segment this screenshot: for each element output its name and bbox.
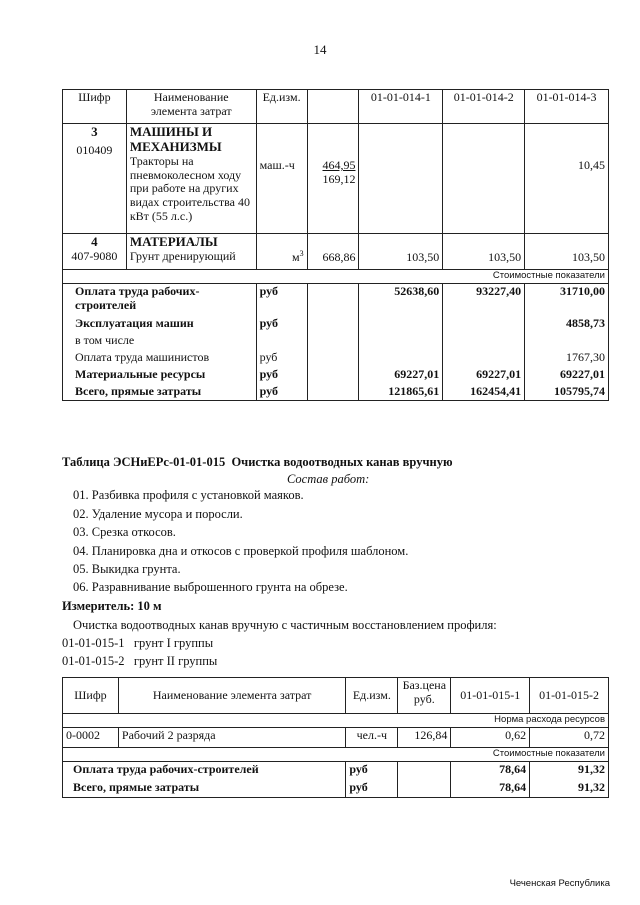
row-name: Тракторы на пневмоколесном ходу при работе на других видах строительства 40 кВт (55 л.с.)	[129, 153, 250, 224]
cost-value-2: 91,32	[530, 762, 609, 780]
header-base-price	[307, 90, 359, 124]
cost-header: Стоимостные показатели	[63, 270, 609, 284]
cost-row	[63, 350, 609, 367]
work-item: 02. Удаление мусора и поросли.	[73, 507, 243, 521]
work-item: 03. Срезка откосов.	[73, 525, 176, 539]
variant-line	[62, 654, 217, 669]
cost-value-3: 4858,73	[525, 316, 609, 333]
table-header-row	[63, 90, 609, 124]
section-number: 4	[91, 234, 98, 249]
cost-unit: руб	[256, 350, 307, 367]
cost-name: Всего, прямые затраты	[63, 780, 346, 798]
cost-name: Эксплуатация машин	[63, 316, 257, 333]
cost-row	[63, 316, 609, 333]
variant-code: 01-01-015-1	[62, 636, 125, 650]
row-code: 0-0002	[63, 728, 119, 748]
cost-value-2	[443, 350, 525, 367]
cost-value-1: 121865,61	[359, 384, 443, 401]
header-unit: Ед.изм.	[346, 678, 398, 714]
cost-value-1: 69227,01	[359, 367, 443, 384]
table-title-name: Очистка водоотводных канав вручную	[231, 455, 453, 469]
cost-row	[63, 333, 609, 350]
cost-name: Оплата труда рабочих-строителей	[63, 762, 346, 780]
cost-name: Оплата труда рабочих-строителей	[63, 284, 257, 316]
section-title: МАШИНЫ И МЕХАНИЗМЫ	[129, 124, 222, 154]
header-col-3: 01-01-014-3	[525, 90, 609, 124]
cost-value-1	[359, 316, 443, 333]
cost-name: Всего, прямые затраты	[63, 384, 257, 401]
row-value-3: 10,45	[578, 158, 605, 172]
cost-value-1: 52638,60	[359, 284, 443, 316]
cost-value-1: 78,64	[451, 762, 530, 780]
row-value-2: 103,50	[488, 250, 522, 264]
cost-value-2: 91,32	[530, 780, 609, 798]
cost-value-1	[359, 333, 443, 350]
row-name: Грунт дренирующий	[129, 248, 236, 263]
variant-label: грунт II группы	[133, 654, 218, 668]
norm-header: Норма расхода ресурсов	[63, 714, 609, 728]
variant-line	[62, 636, 213, 651]
work-item: 04. Планировка дна и откосов с проверкой профиля шаблоном.	[73, 544, 409, 558]
row-value-1: 103,50	[406, 250, 440, 264]
cost-row	[63, 762, 609, 780]
table-title	[62, 455, 453, 470]
row-value-3: 103,50	[572, 250, 605, 264]
cost-unit: руб	[256, 384, 307, 401]
resource-table-014	[62, 89, 609, 401]
table-row	[63, 728, 609, 748]
cost-header: Стоимостные показатели	[63, 748, 609, 762]
cost-value-2: 93227,40	[443, 284, 525, 316]
header-col-2: 01-01-014-2	[443, 90, 525, 124]
meter: Измеритель: 10 м	[62, 599, 162, 613]
cost-value-3: 31710,00	[525, 284, 609, 316]
cost-value-3	[525, 333, 609, 350]
cost-unit: руб	[256, 284, 307, 316]
page-number: 14	[313, 42, 327, 57]
cost-unit: руб	[346, 762, 398, 780]
header-col-1: 01-01-014-1	[359, 90, 443, 124]
cost-value-1: 78,64	[451, 780, 530, 798]
header-col-1: 01-01-015-1	[451, 678, 530, 714]
cost-unit: руб	[256, 316, 307, 333]
row-price-bottom: 169,12	[322, 171, 356, 186]
cost-name: в том числе	[63, 333, 257, 350]
cost-name: Материальные ресурсы	[63, 367, 257, 384]
table-title-code: Таблица ЭСНиЕРс-01-01-015	[62, 455, 226, 469]
row-unit-superscript: 3	[299, 249, 304, 258]
cost-row	[63, 284, 609, 316]
works-heading: Состав работ:	[287, 472, 370, 486]
row-unit: чел.-ч	[346, 728, 398, 748]
cost-value-2: 162454,41	[443, 384, 525, 401]
row-code: 010409	[76, 142, 113, 157]
cost-value-2	[443, 316, 525, 333]
header-col-2: 01-01-015-2	[530, 678, 609, 714]
table-row	[63, 234, 609, 270]
cost-unit: руб	[256, 367, 307, 384]
work-item: 05. Выкидка грунта.	[73, 562, 181, 576]
cost-header-row	[63, 270, 609, 284]
table-row	[63, 124, 609, 234]
row-name: Рабочий 2 разряда	[118, 728, 345, 748]
row-price-top: 464,95	[322, 158, 356, 172]
footer-region: Чеченская Республика	[509, 878, 610, 889]
work-item: 01. Разбивка профиля с установкой маяков.	[73, 488, 304, 502]
header-code: Шифр	[63, 90, 127, 124]
resource-table-015	[62, 677, 609, 798]
cost-row	[63, 780, 609, 798]
cost-header-row	[63, 748, 609, 762]
row-unit: м	[291, 250, 300, 264]
section-number: 3	[91, 124, 98, 139]
section-title: МАТЕРИАЛЫ	[129, 234, 218, 249]
cost-row	[63, 384, 609, 401]
header-base-price: Баз.цена руб.	[398, 678, 451, 714]
cost-value-2	[443, 333, 525, 350]
description: Очистка водоотводных канав вручную с частичным восстановлением профиля:	[73, 618, 497, 632]
header-name: Наименование элемента затрат	[126, 90, 256, 124]
row-price: 668,86	[322, 250, 356, 264]
cost-value-2: 69227,01	[443, 367, 525, 384]
row-value-1: 0,62	[451, 728, 530, 748]
cost-value-3: 69227,01	[525, 367, 609, 384]
row-code: 407-9080	[71, 248, 118, 263]
norm-header-row	[63, 714, 609, 728]
variant-label: грунт I группы	[133, 636, 214, 650]
row-price: 126,84	[398, 728, 451, 748]
header-code: Шифр	[63, 678, 119, 714]
row-value-2: 0,72	[530, 728, 609, 748]
row-unit: маш.-ч	[259, 158, 295, 172]
cost-value-3: 1767,30	[525, 350, 609, 367]
cost-value-3: 105795,74	[525, 384, 609, 401]
cost-unit: руб	[346, 780, 398, 798]
cost-row	[63, 367, 609, 384]
table-header-row	[63, 678, 609, 714]
cost-value-1	[359, 350, 443, 367]
header-name: Наименование элемента затрат	[118, 678, 345, 714]
header-unit: Ед.изм.	[256, 90, 307, 124]
cost-name: Оплата труда машинистов	[63, 350, 257, 367]
variant-code: 01-01-015-2	[62, 654, 125, 668]
work-item: 06. Разравнивание выброшенного грунта на обрезе.	[73, 580, 348, 594]
cost-unit	[256, 333, 307, 350]
